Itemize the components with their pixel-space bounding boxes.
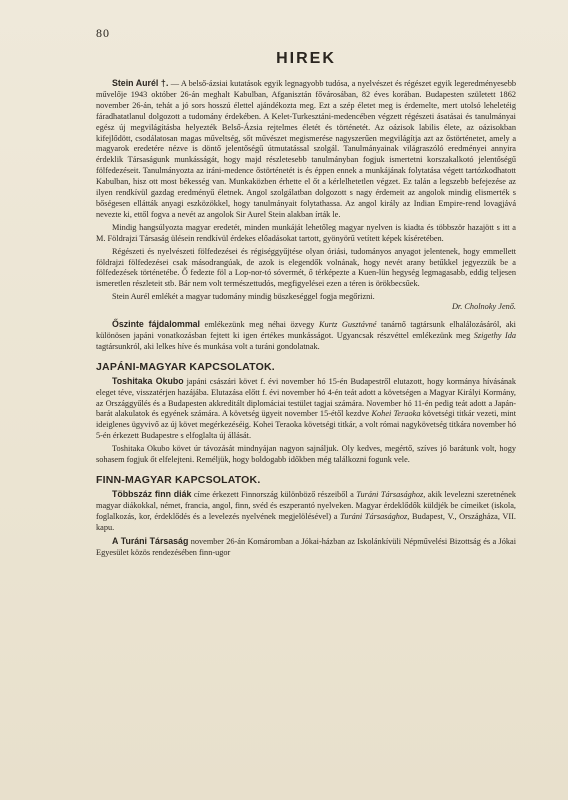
japan-name: Kohei Teraoka bbox=[371, 409, 421, 419]
obituary-text-b: tanárnő tagtársunk elhalálozásáról, aki különösen japáni vonatkozásban fejtett ki igen értékes munkásságot. Ugyancsak részvéttel emlékezünk meg bbox=[96, 320, 516, 340]
stein-paragraph-2: Mindig hangsúlyozta magyar eredetét, minden munkáját lehetőleg magyar nyelven is kiadta és többször hazajött s itt a M. Földrajzi Társaság ülésein rendkívül érdekes előadásokat tartott, gyönyörű vetített képek kíséretében. bbox=[96, 222, 516, 243]
stein-paragraph-1 bbox=[96, 78, 516, 221]
stein-paragraph-4: Stein Aurél emlékét a magyar tudomány mindig büszkeséggel fogja megőrizni. bbox=[112, 292, 375, 302]
finn-italic-1: Turáni Társasághoz, bbox=[356, 490, 426, 499]
finn-lead-1: Többszáz finn diák bbox=[112, 489, 192, 499]
page-number: 80 bbox=[96, 26, 110, 40]
stein-text-1: — A belső-ázsiai kutatások egyik legnagyobb tudósa, a nyelvészet és régészet egyik legeredményesebb művelője 1943 október 26-án meghalt Kabulban, Afganisztán fővárosában, 82 éves korában. Budapesten született 1862 november 26-án, tehát a jó sors hosszú élettel ajándékozta meg. Ezt a szép életet meg is érdemelte, mert utolsó leheletéig fáradhatatlanul dolgozott a tudomány érdekében. A Kelet-Turkesztáni-medencében végzett régészeti ásatásai és tanulmányai egész új megvilágításba helyezték Belső-Ázsia rejtelmes életét és történetét. Az oázisok labilis élete, az oázisokban kifejlődött, csodálatosan magas műveltség, sőt művészet megismerése nagyszerűen megvilágítja azt az őstörténetet, amely a magyarok eredetére nézve is döntő jelentőségű útmutatással szolgál. Tanulmányainak világraszóló eredményei annyira érdeklik Társaságunk munkásságát, hogy majd részletesebb tanulmányban fogjuk ismertetni korszakalkotó jelentőségű fölfedezéseit. Tanulmányozta az iráni-medence őstörténetét is és éppen ennek a munkájának folytatása végett tartózkodhatott Kabulban, hisz ott most békesség van. Munkaközben érhette el őt a kérlelhetetlen végzet. Ez talán a legszebb befejezése az ilyen rendkívül gazdag eredményű életnek. Angol szolgálatban dolgozott s nagy érdemeit az angolok mindig elismerték s bőségesen ellátták anyagi eszközökkel, hogy tanulmányait folytathassa. Az angol király az Indian Empire-rend lovagjává nevezte ki, ettől fogva a nevét az angolok Sir Aurel Stein alakban írták le. bbox=[96, 79, 516, 219]
finn-italic-2: Turáni Társasághoz, bbox=[340, 511, 410, 521]
japan-paragraph-2: Toshitaka Okubo követ úr távozását mindnyájan nagyon sajnáljuk. Oly kedves, megértő, szíves jó barátunk volt, hogy sohasem fogjuk őt elfelejteni. Reméljük, hogy boldogabb időkben még találkozni fogunk vele. bbox=[96, 444, 516, 465]
japan-text-1: japáni császári követ f. évi november hó 15-én Budapestről elutazott, hogy kormánya hívásának eleget téve, visszatérjen hazájába. Elutazása előtt f. évi november hó 4-én teát adott a követségen a Magyar Királyi Kormány, az Országgyűlés és a Budapesten akkreditált diplomáciai testület tagjai számára. November hó 11-én pedig teát adott a Japán-barát alakulatok és egyének számára. A követség ügyeit november 15-étől kezdve bbox=[96, 376, 516, 419]
obituary-text-c: tagtársunkról, aki lelkes híve és munkása volt a turáni gondolatnak. bbox=[96, 341, 320, 351]
obituary-paragraph bbox=[96, 319, 516, 353]
japan-lead: Toshitaka Okubo bbox=[112, 375, 184, 386]
obituary-text-a: emlékezünk meg néhai özvegy bbox=[204, 320, 315, 330]
stein-lead: Stein Aurél †. bbox=[112, 78, 169, 88]
finn-paragraph-2 bbox=[96, 536, 516, 559]
page-title: HIREK bbox=[276, 50, 336, 67]
finn-text-1c: Budapest, V., Országháza, VII. kapu. bbox=[96, 511, 517, 532]
stein-paragraph-3: Régészeti és nyelvészeti fölfedezései és régiséggyűjtése olyan óriási, tudományos anyagot jelentenek, hogy emmellett földrajzi fölfedezései csak másodrangúak, de azok is elegendők volnának, hogy nevét arany betűkkel jegyezzük be a fölfedezések történetébe. Ő fedezte föl a Lop-nor-tó sóvermét, ő térképezte a Kuen-lün hegység legmagasabb, eddig teljesen ismeretlen részleteit stb. Bár nem volt természettudós, megfigyelései ezen a téren is örökbecsűek. bbox=[96, 246, 516, 289]
japan-paragraph-1 bbox=[96, 376, 516, 442]
stein-signature: Dr. Cholnoky Jenő. bbox=[451, 302, 516, 312]
finn-heading: FINN-MAGYAR KAPCSOLATOK. bbox=[96, 474, 261, 486]
finn-paragraph-1 bbox=[96, 489, 516, 534]
finn-text-2: november 26-án Komáromban a Jókai-házban az Iskolánkívüli Népművelési Bizottság és a Jókai Egyesület közös rendezésében finn-ugor bbox=[96, 536, 517, 557]
japan-text-1b: követségi titkár vezeti, mint ideiglenes ügyvivő az új követ megérkezéséig. Kohei Teraoka követségi titkár, a volt római nagykövetség titkára november hó 5-én érkezett Budapestre s elfoglalta új állását. bbox=[96, 409, 516, 441]
finn-text-1b: akik levelezni szeretnének magyar diákokkal, német, francia, angol, finn, svéd és eszperantó nyelveken. Magyar érdeklődők küldjék be címeiket (iskola, foglalkozás, kor, érdeklődés és a levelezés nyelvének megjelölésével) a bbox=[96, 490, 517, 521]
finn-lead-2: A Turáni Társaság bbox=[112, 535, 189, 546]
finn-text-1a: címe érkezett Finnország különböző részeiből a bbox=[193, 490, 354, 499]
japan-heading: JAPÁNI-MAGYAR KAPCSOLATOK. bbox=[96, 360, 275, 373]
obituary-lead: Őszinte fájdalommal bbox=[112, 319, 200, 330]
obituary-name-2: Szigethy Ida bbox=[473, 330, 516, 340]
obituary-name-1: Kurtz Gusztávné bbox=[318, 320, 377, 330]
